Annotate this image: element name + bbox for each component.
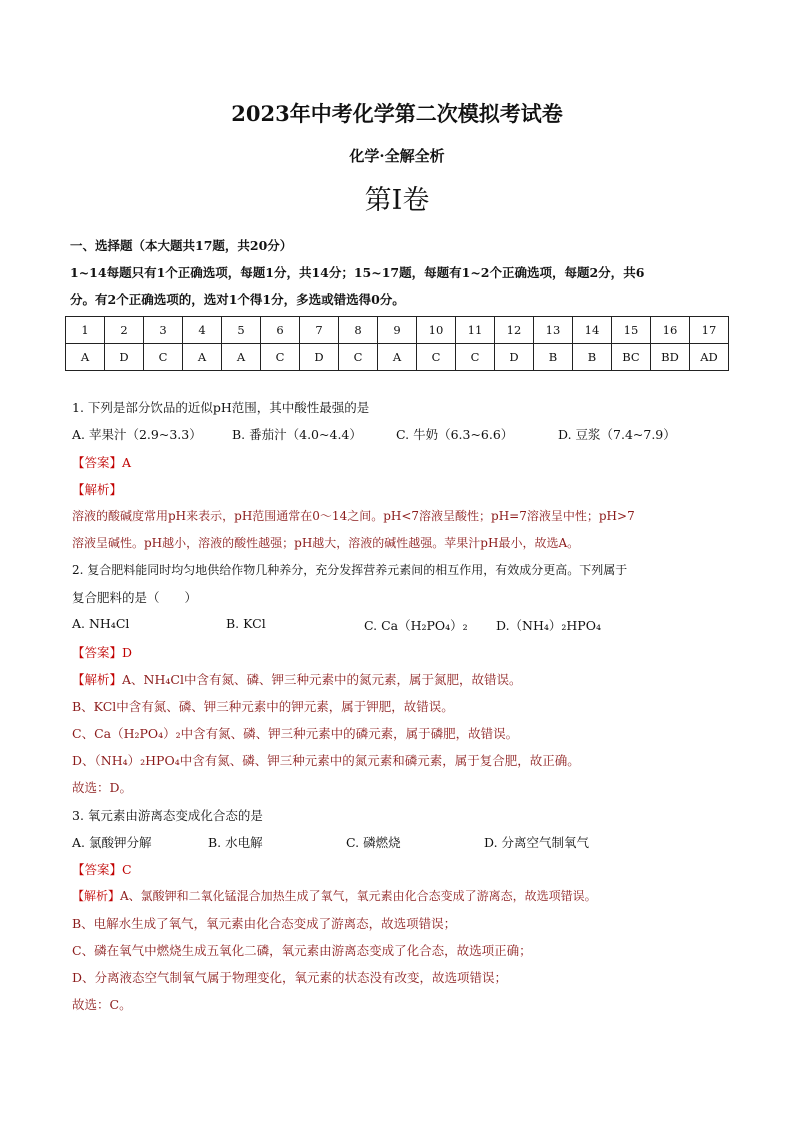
q1-option-b: B. 番茄汁（4.0~4.4）: [232, 427, 362, 442]
q1-answer: A: [122, 455, 132, 470]
table-cell: 14: [573, 317, 612, 344]
table-cell: C: [417, 344, 456, 371]
table-cell: C: [144, 344, 183, 371]
table-cell: B: [534, 344, 573, 371]
page-title: 2023年中考化学第二次模拟考试卷: [231, 101, 563, 126]
q2-analysis-a: A、NH₄Cl中含有氮、磷、钾三种元素中的氮元素，属于氮肥，故错误。: [122, 672, 522, 687]
section-instructions-line1: 1~14每题只有1个正确选项，每题1分，共14分；15~17题，每题有1~2个正确选项，每题2分，共6: [70, 265, 645, 280]
volume-heading: 第Ⅰ卷: [364, 185, 430, 216]
q1-analysis-line2: 溶液呈碱性。pH越小，溶液的酸性越强；pH越大，溶液的碱性越强。苹果汁pH最小，故选A。: [72, 536, 580, 550]
section-heading: 一、选择题（本大题共17题，共20分）: [70, 238, 293, 253]
table-cell: C: [339, 344, 378, 371]
q2-answer: D: [122, 645, 133, 660]
q3-option-d: D. 分离空气制氧气: [484, 835, 590, 850]
q2-option-b: B. KCl: [226, 616, 266, 631]
q1-option-d: D. 豆浆（7.4~7.9）: [558, 427, 676, 442]
q3-option-a: A. 氯酸钾分解: [72, 835, 152, 850]
q3-answer-label: 【答案】: [72, 862, 123, 877]
q1-answer-label: 【答案】: [72, 455, 123, 470]
table-cell: 1: [66, 317, 105, 344]
table-cell: AD: [690, 344, 729, 371]
q3-answer: C: [122, 862, 132, 877]
table-cell: C: [261, 344, 300, 371]
q3-analysis-c: C、磷在氧气中燃烧生成五氧化二磷，氧元素由游离态变成了化合态，故选项正确；: [72, 943, 532, 958]
q2-analysis-d: D、（NH₄）₂HPO₄中含有氮、磷、钾三种元素中的氮元素和磷元素，属于复合肥，故正确。: [72, 753, 580, 768]
table-cell: 8: [339, 317, 378, 344]
table-cell: 2: [105, 317, 144, 344]
q2-option-d: D.（NH₄）₂HPO₄: [496, 618, 601, 633]
q2-analysis-c: C、Ca（H₂PO₄）₂中含有氮、磷、钾三种元素中的磷元素，属于磷肥，故错误。: [72, 726, 519, 741]
table-cell: 3: [144, 317, 183, 344]
table-cell: 16: [651, 317, 690, 344]
table-cell: D: [300, 344, 339, 371]
q2-conclusion: 故选：D。: [72, 780, 133, 795]
section-instructions-line2: 分。有2个正确选项的，选对1个得1分，多选或错选得0分。: [70, 292, 405, 307]
q3-analysis-d: D、分离液态空气制氧气属于物理变化，氧元素的状态没有改变，故选项错误；: [72, 970, 508, 985]
answer-table-number-row: [66, 317, 729, 344]
table-cell: C: [456, 344, 495, 371]
q1-analysis-label: 【解析】: [72, 482, 123, 497]
q1-option-c: C. 牛奶（6.3~6.6）: [396, 427, 514, 442]
q3-analysis-b: B、电解水生成了氧气，氧元素由化合态变成了游离态，故选项错误；: [72, 916, 457, 931]
table-cell: A: [222, 344, 261, 371]
q2-stem-line1: 2. 复合肥料能同时均匀地供给作物几种养分，充分发挥营养元素间的相互作用，有效成分更高。下列属于: [72, 563, 628, 577]
q3-analysis-label: 【解析】: [72, 889, 121, 903]
table-cell: 7: [300, 317, 339, 344]
q2-stem-line2: 复合肥料的是（ ）: [72, 590, 198, 605]
page-subtitle: 化学·全解全析: [349, 147, 445, 165]
table-cell: 11: [456, 317, 495, 344]
q2-option-a: A. NH₄Cl: [72, 616, 130, 631]
q2-option-c: C. Ca（H₂PO₄）₂: [364, 618, 468, 633]
q3-option-b: B. 水电解: [208, 835, 263, 850]
table-cell: A: [66, 344, 105, 371]
q1-analysis-line1: 溶液的酸碱度常用pH来表示，pH范围通常在0～14之间。pH<7溶液呈酸性；pH=7溶液呈中性；pH>7: [72, 509, 635, 523]
q3-option-c: C. 磷燃烧: [346, 835, 401, 850]
q1-stem: 1. 下列是部分饮品的近似pH范围，其中酸性最强的是: [72, 400, 370, 415]
table-cell: 4: [183, 317, 222, 344]
table-cell: 10: [417, 317, 456, 344]
table-cell: 17: [690, 317, 729, 344]
table-cell: 13: [534, 317, 573, 344]
answer-table-answer-row: [66, 344, 729, 371]
table-cell: 6: [261, 317, 300, 344]
q3-stem: 3. 氧元素由游离态变成化合态的是: [72, 808, 263, 823]
table-cell: D: [495, 344, 534, 371]
table-cell: A: [183, 344, 222, 371]
table-cell: 15: [612, 317, 651, 344]
table-cell: B: [573, 344, 612, 371]
q3-analysis-a: A、氯酸钾和二氧化锰混合加热生成了氧气，氧元素由化合态变成了游离态，故选项错误。: [120, 889, 597, 903]
table-cell: D: [105, 344, 144, 371]
table-cell: 12: [495, 317, 534, 344]
table-cell: BC: [612, 344, 651, 371]
q1-option-a: A. 苹果汁（2.9~3.3）: [72, 427, 202, 442]
q2-answer-label: 【答案】: [72, 645, 123, 660]
q2-analysis-label: 【解析】: [72, 672, 123, 687]
table-cell: 5: [222, 317, 261, 344]
q3-conclusion: 故选：C。: [72, 997, 132, 1012]
table-cell: BD: [651, 344, 690, 371]
q2-analysis-b: B、KCl中含有氮、磷、钾三种元素中的钾元素，属于钾肥，故错误。: [72, 699, 454, 714]
answer-table: [65, 316, 729, 371]
table-cell: 9: [378, 317, 417, 344]
table-cell: A: [378, 344, 417, 371]
